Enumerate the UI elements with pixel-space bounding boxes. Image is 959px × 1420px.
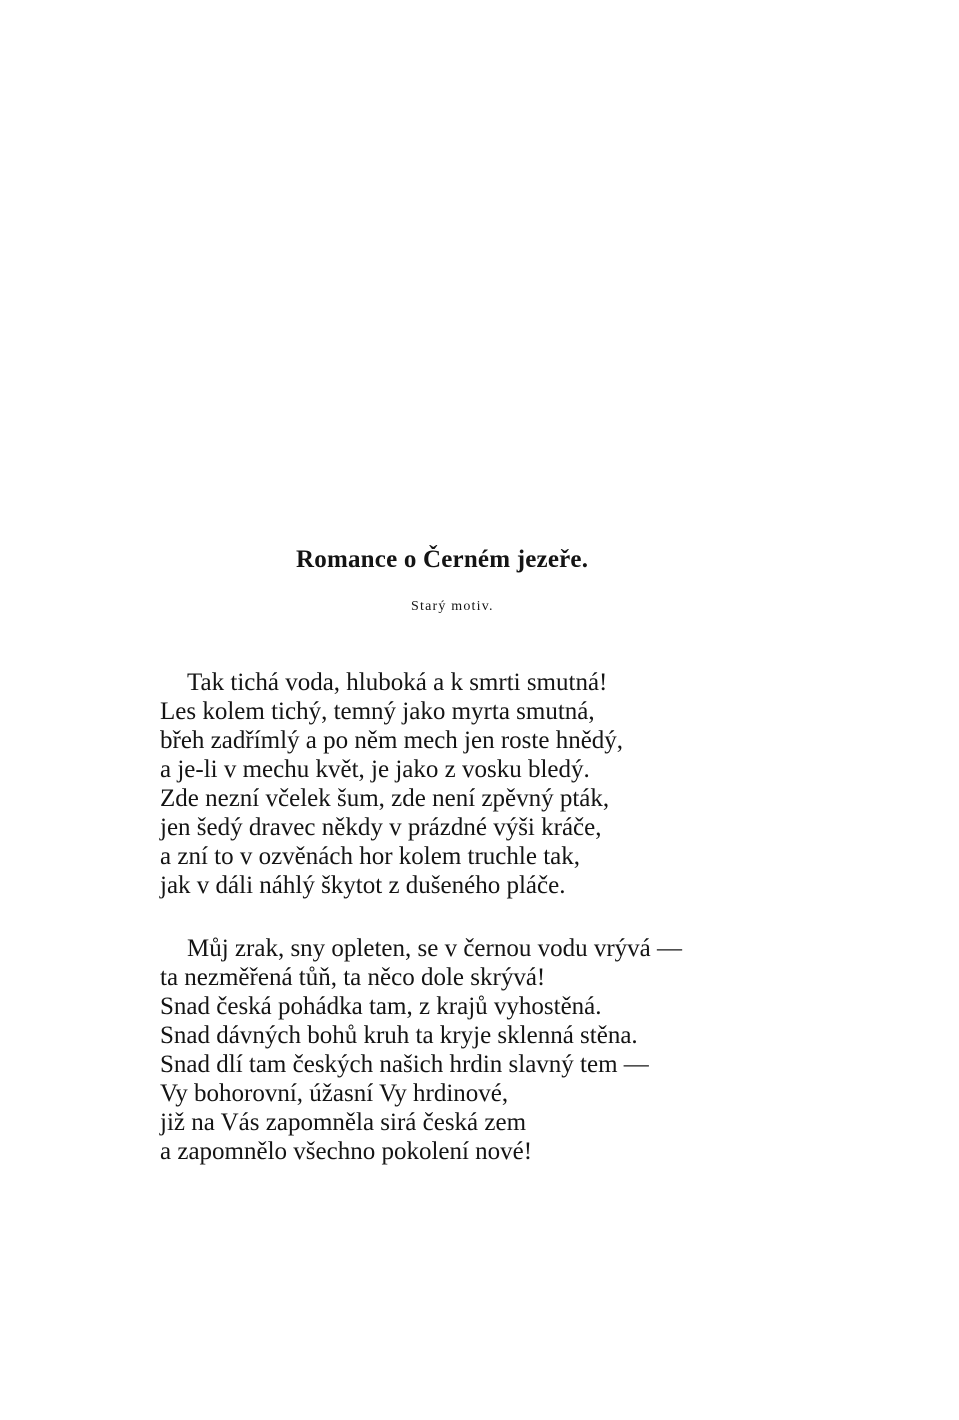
- verse-line: Zde nezní včelek šum, zde není zpěvný pták,: [160, 785, 610, 812]
- verse-line: a je-li v mechu květ, je jako z vosku bledý.: [160, 756, 590, 783]
- poem-title: Romance o Černém jezeře.: [296, 546, 589, 573]
- verse-line: břeh zadřímlý a po něm mech jen roste hnědý,: [160, 727, 624, 754]
- stanza-1: [160, 668, 623, 900]
- verse-line: a zapomnělo všechno pokolení nové!: [160, 1138, 533, 1165]
- verse-line: Vy bohorovní, úžasní Vy hrdinové,: [160, 1080, 509, 1107]
- verse-line: ta nezměřená tůň, ta něco dole skrývá!: [160, 964, 546, 991]
- verse-line: již na Vás zapomněla sirá česká zem: [160, 1109, 527, 1136]
- verse-line: Snad dlí tam českých našich hrdin slavný tem —: [160, 1051, 649, 1078]
- verse-line: Můj zrak, sny opleten, se v černou vodu vrývá —: [187, 935, 683, 962]
- verse-line: jak v dáli náhlý škytot z dušeného pláče.: [160, 872, 566, 899]
- verse-line: Snad česká pohádka tam, z krajů vyhostěná.: [160, 993, 602, 1020]
- verse-line: a zní to v ozvěnách hor kolem truchle tak,: [160, 843, 580, 870]
- poem-subtitle: Starý motiv.: [411, 599, 494, 614]
- verse-line: Tak tichá voda, hluboká a k smrti smutná!: [187, 669, 608, 696]
- verse-line: jen šedý dravec někdy v prázdné výši kráče,: [160, 814, 602, 841]
- verse-line: Snad dávných bohů kruh ta kryje sklenná stěna.: [160, 1022, 638, 1049]
- stanza-2: [160, 934, 682, 1166]
- verse-line: Les kolem tichý, temný jako myrta smutná,: [160, 698, 595, 725]
